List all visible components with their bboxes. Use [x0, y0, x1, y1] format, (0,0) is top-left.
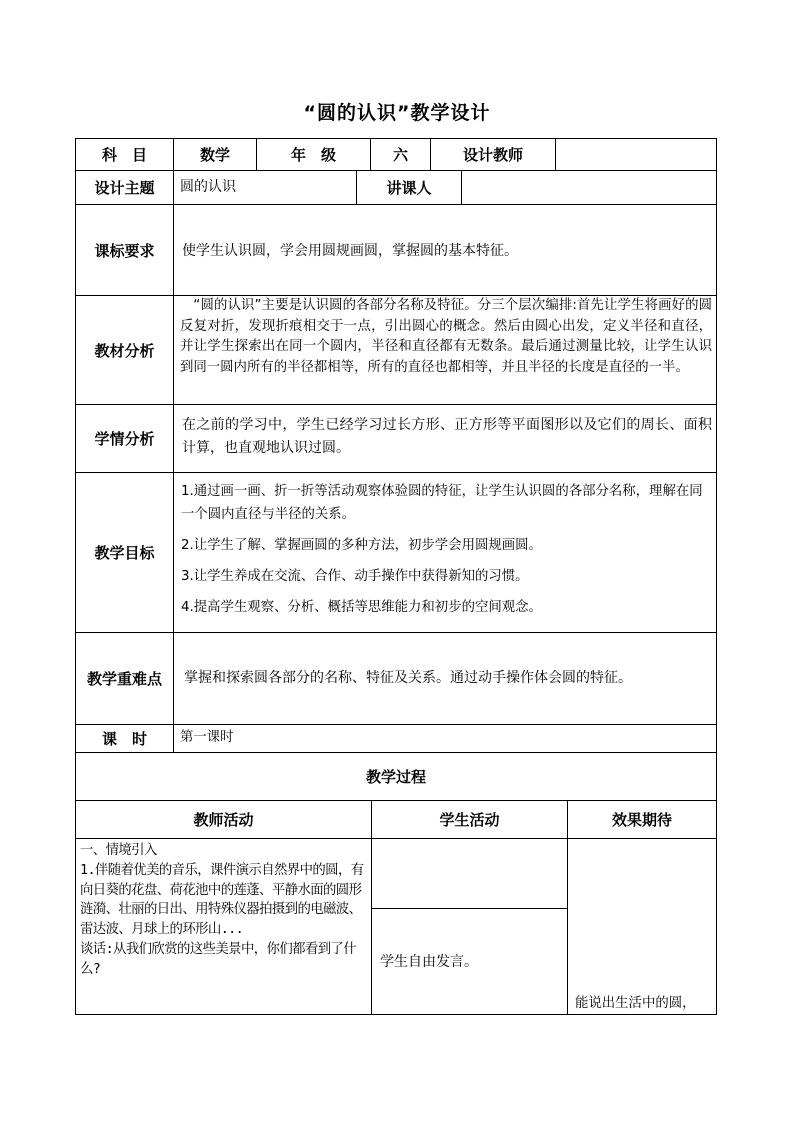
teacher-line: 1.伴随着优美的音乐，课件演示自然界中的圆，有向日葵的花盘、荷花池中的莲蓬、平静水面的圆形涟漪、壮丽的日出、用特殊仪器拍摄到的电磁波、雷达波、月球上的环形山... — [80, 862, 364, 938]
goal-item-4: 4.提高学生观察、分析、概括等思维能力和初步的空间观念。 — [181, 600, 542, 615]
subject-value: 数学 — [199, 146, 230, 164]
goal-item-2: 2.让学生了解、掌握画圆的多种方法，初步学会用圆规画圆。 — [181, 538, 542, 553]
teacher-line: 一、情境引入 — [80, 843, 157, 858]
col-expected-effect: 效果期待 — [611, 811, 672, 829]
curriculum-text: 使学生认识圆，学会用圆规画圆，掌握圆的基本特征。 — [182, 243, 518, 259]
textbook-label: 教材分析 — [94, 341, 155, 360]
lecturer-label: 讲课人 — [386, 179, 432, 197]
goal-item-3: 3.让学生养成在交流、合作、动手操作中获得新知的习惯。 — [181, 569, 529, 584]
col-teacher-activity: 教师活动 — [193, 811, 254, 829]
goals-label: 教学目标 — [94, 544, 155, 562]
designer-label: 设计教师 — [462, 146, 523, 164]
subject-label: 科 目 — [101, 146, 147, 164]
process-title: 教学过程 — [365, 768, 426, 786]
expected-effect-text: 能说出生活中的圆， — [575, 996, 696, 1011]
grade-label: 年 级 — [290, 146, 336, 164]
textbook-text: “圆的认识”主要是认识圆的各部分名称及特征。分三个层次编排:首先让学生将画好的圆反复对折，发现折痕相交于一点，引出圆心的概念。然后由圆心出发，定义半径和直径，并让学生探索出在同一个圆内，半径和直径都有无数条。最后通过测量比较，让学生认识到同一圆内所有的半径都相等，所有的直径也都相等，并且半径的长度是直径的一半。 — [180, 298, 712, 375]
topic-label: 设计主题 — [94, 179, 155, 197]
student-activity-text: 学生自由发言。 — [380, 954, 478, 970]
period-label: 课 时 — [101, 730, 147, 748]
document-title: “圆的认识”教学设计 — [303, 102, 491, 124]
grade-value: 六 — [392, 146, 408, 164]
lecturer-value — [466, 177, 711, 201]
col-student-activity: 学生活动 — [439, 811, 500, 829]
keypoints-label: 教学重难点 — [86, 670, 162, 688]
goals-list — [181, 480, 712, 630]
keypoints-text: 掌握和探索圆各部分的名称、特征及关系。通过动手操作体会圆的特征。 — [184, 670, 632, 686]
period-value: 第一课时 — [180, 730, 234, 745]
learners-text: 在之前的学习中，学生已经学习过长方形、正方形等平面图形以及它们的周长、面积计算，也直观地认识过圆。 — [182, 417, 712, 456]
goal-item-1: 1.通过画一画、折一折等活动观察体验圆的特征，让学生认识圆的各部分名称，理解在同一个圆内直径与半径的关系。 — [181, 484, 703, 522]
teacher-activity-text — [80, 841, 370, 1011]
designer-value — [556, 139, 716, 170]
curriculum-label: 课标要求 — [94, 241, 155, 260]
teacher-line: 谈话:从我们欣赏的这些美景中，你们都看到了什么? — [80, 941, 357, 977]
learners-label: 学情分析 — [94, 430, 155, 448]
topic-value: 圆的认识 — [180, 179, 236, 195]
